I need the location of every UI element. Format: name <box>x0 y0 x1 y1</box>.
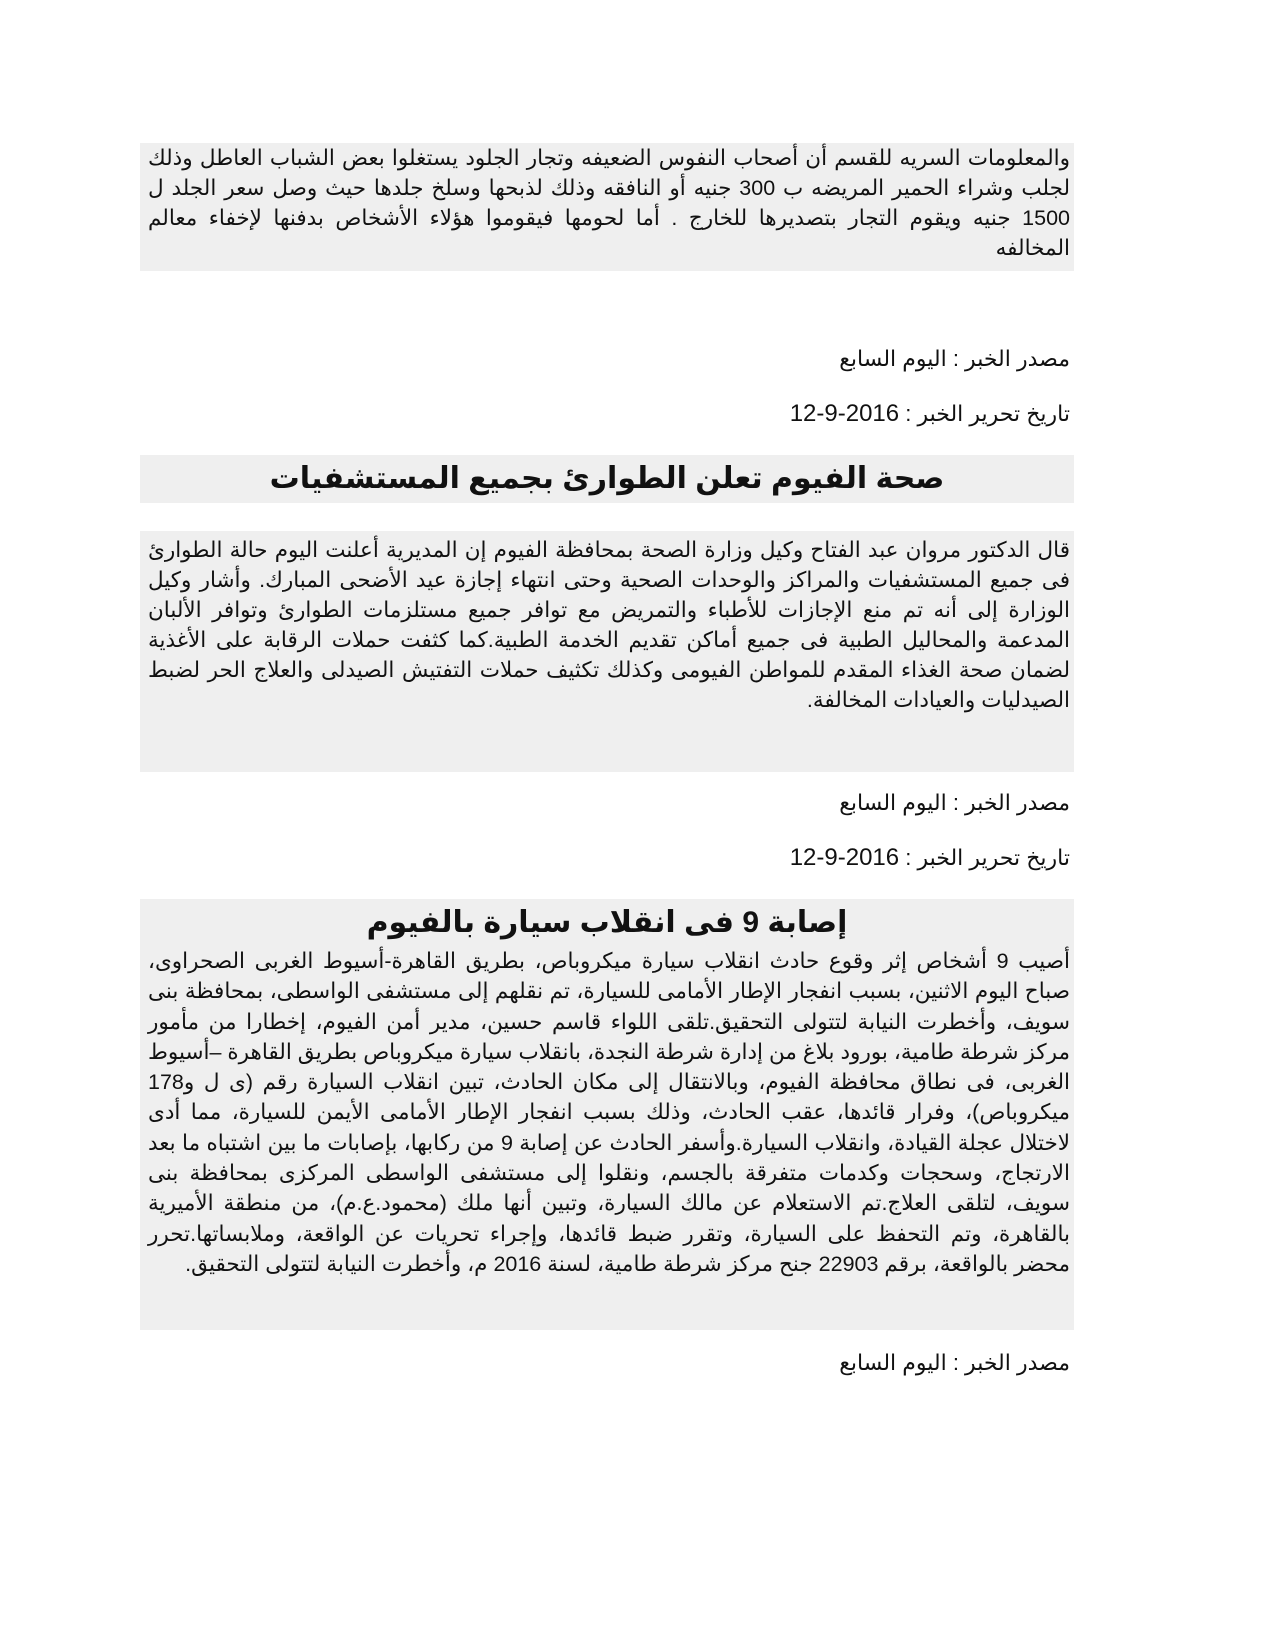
news-source-1: مصدر الخبر : اليوم السابع <box>839 346 1070 371</box>
article2-paragraph: أصيب 9 أشخاص إثر وقوع حادث انقلاب سيارة ميكروباص، بطريق القاهرة-أسيوط الغربى الصحراوى، صباح اليوم الاثنين، بسبب انفجار الإطار الأمامى للسيارة، تم نقلهم إلى مستشفى الواسطى، بمحافظة بنى سويف، وأخطرت النيابة لتتولى التحقيق.تلقى اللواء قاسم حسين، مدير أمن الفيوم، إخطارا من مأمور مركز شرطة طامية، بورود بلاغ من إدارة شرطة النجدة، بانقلاب سيارة ميكروباص بطريق القاهرة –أسيوط الغربى، فى نطاق محافظة الفيوم، وبالانتقال إلى مكان الحادث، تبين انقلاب السيارة رقم (ى ل و178 ميكروباص)، وفرار قائدها، عقب الحادث، وذلك بسبب انفجار الإطار الأمامى الأيمن للسيارة، مما أدى لاختلال عجلة القيادة، وانقلاب السيارة.وأسفر الحادث عن إصابة 9 من ركابها، بإصابات ما بين اشتباه ما بعد الارتجاج، وسحجات وكدمات متفرقة بالجسم، ونقلوا إلى مستشفى الواسطى المركزى بمحافظة بنى سويف، لتلقى العلاج.تم الاستعلام عن مالك السيارة، وتبين أنها ملك (محمود.ع.م)، من منطقة الأميرية بالقاهرة، وتم التحفظ على السيارة، وتقرر ضبط قائدها، وإجراء تحريات عن الواقعة، وملابساتها.تحرر محضر بالواقعة، برقم 22903 جنح مركز شرطة طامية، لسنة 2016 م، وأخطرت النيابة لتتولى التحقيق. <box>148 949 1070 1276</box>
article2-title: إصابة 9 فى انقلاب سيارة بالفيوم <box>366 906 848 939</box>
article1-paragraph: قال الدكتور مروان عبد الفتاح وكيل وزارة الصحة بمحافظة الفيوم إن المديرية أعلنت اليوم حالة الطوارئ فى جميع المستشفيات والمراكز والوحدات الصحية وحتى انتهاء إجازة عيد الأضحى المبارك. وأشار وكيل الوزارة إلى أنه تم منع الإجازات للأطباء والتمريض مع توافر جميع مستلزمات الطوارئ وتوافر الألبان المدعمة والمحاليل الطبية فى جميع أماكن تقديم الخدمة الطبية.كما كثفت حملات الرقابة على الأغذية لضمان صحة الغذاء المقدم للمواطن الفيومى وكذلك تكثيف حملات التفتيش الصيدلى والعلاج الحر لضبط الصيدليات والعيادات المخالفة. <box>148 538 1070 712</box>
news-date-label-2: تاريخ تحرير الخبر : <box>905 845 1070 870</box>
news-date-label-1: تاريخ تحرير الخبر : <box>905 401 1070 426</box>
news-date-1 <box>148 399 1070 429</box>
news-source-2: مصدر الخبر : اليوم السابع <box>839 790 1070 815</box>
news-date-value-2: 12-9-2016 <box>789 844 900 871</box>
news-date-value-1: 12-9-2016 <box>789 400 900 427</box>
article1-title: صحة الفيوم تعلن الطوارئ بجميع المستشفيات <box>269 462 945 495</box>
news-source-3: مصدر الخبر : اليوم السابع <box>839 1350 1070 1375</box>
news-date-2 <box>148 843 1070 873</box>
intro-paragraph: والمعلومات السريه للقسم أن أصحاب النفوس الضعيفه وتجار الجلود يستغلوا بعض الشباب العاطل وذلك لجلب وشراء الحمير المريضه ب 300 جنيه أو النافقه وذلك لذبحها وسلخ جلدها حيث وصل سعر الجلد ل 1500 جنيه ويقوم التجار بتصديرها للخارج . أما لحومها فيقوموا هؤلاء الأشخاص بدفنها لإخفاء معالم المخالفه <box>148 146 1071 260</box>
